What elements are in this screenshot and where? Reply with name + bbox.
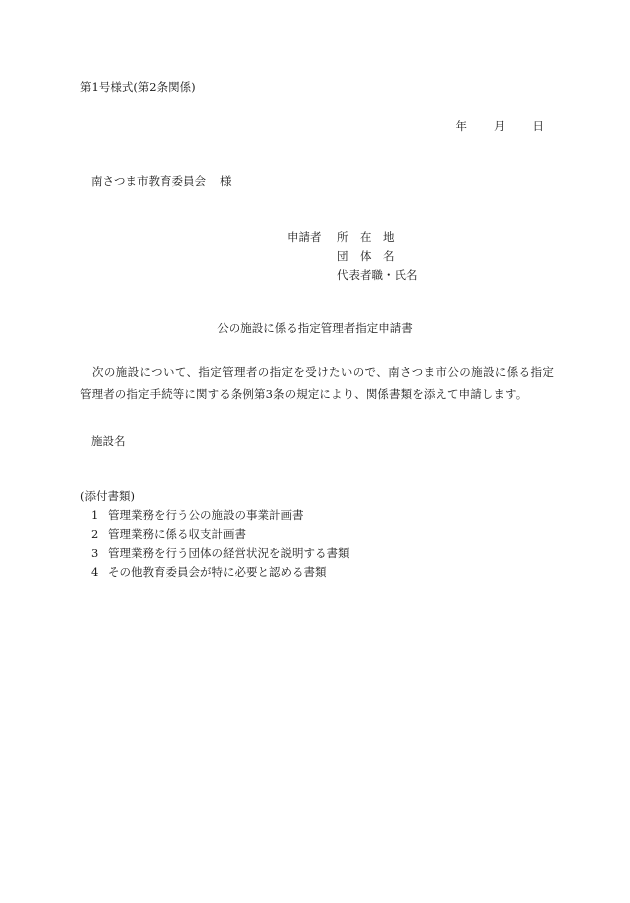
attachment-text: 管理業務を行う公の施設の事業計画書	[108, 508, 304, 522]
attachment-number: 2	[91, 527, 99, 541]
attachment-number: 4	[91, 565, 99, 579]
application-body: 次の施設について、指定管理者の指定を受けたいので、南さつま市公の施設に係る指定管理者の指定手続等に関する条例第3条の規定により、関係書類を添えて申請します。	[80, 365, 554, 401]
facility-label: 施設名	[91, 434, 126, 448]
attachments-heading: (添付書類)	[80, 489, 135, 503]
attachment-text: 管理業務に係る収支計画書	[108, 527, 246, 541]
date-year: 年	[455, 119, 467, 133]
date-line	[456, 121, 545, 133]
applicant-fields	[337, 232, 418, 289]
attachment-number: 3	[91, 546, 99, 560]
addressee-name: 南さつま市教育委員会	[91, 174, 206, 188]
attachment-number: 1	[91, 508, 99, 522]
document-title: 公の施設に係る指定管理者指定申請書	[217, 321, 413, 335]
addressee-honorific: 様	[220, 174, 232, 188]
form-number: 第1号様式(第2条関係)	[80, 80, 196, 94]
applicant-label: 申請者	[287, 230, 322, 244]
applicant-field-representative: 代表者職・氏名	[337, 268, 418, 282]
applicant-field-address: 所 在 地	[337, 230, 395, 244]
addressee	[91, 176, 232, 188]
attachments-list	[91, 510, 350, 586]
attachment-text: 管理業務を行う団体の経営状況を説明する書類	[108, 546, 350, 560]
date-month: 月	[494, 119, 506, 133]
applicant-field-organization: 団 体 名	[337, 249, 395, 263]
attachment-text: その他教育委員会が特に必要と認める書類	[108, 565, 327, 579]
date-day: 日	[532, 119, 544, 133]
attachment-item	[91, 567, 350, 586]
